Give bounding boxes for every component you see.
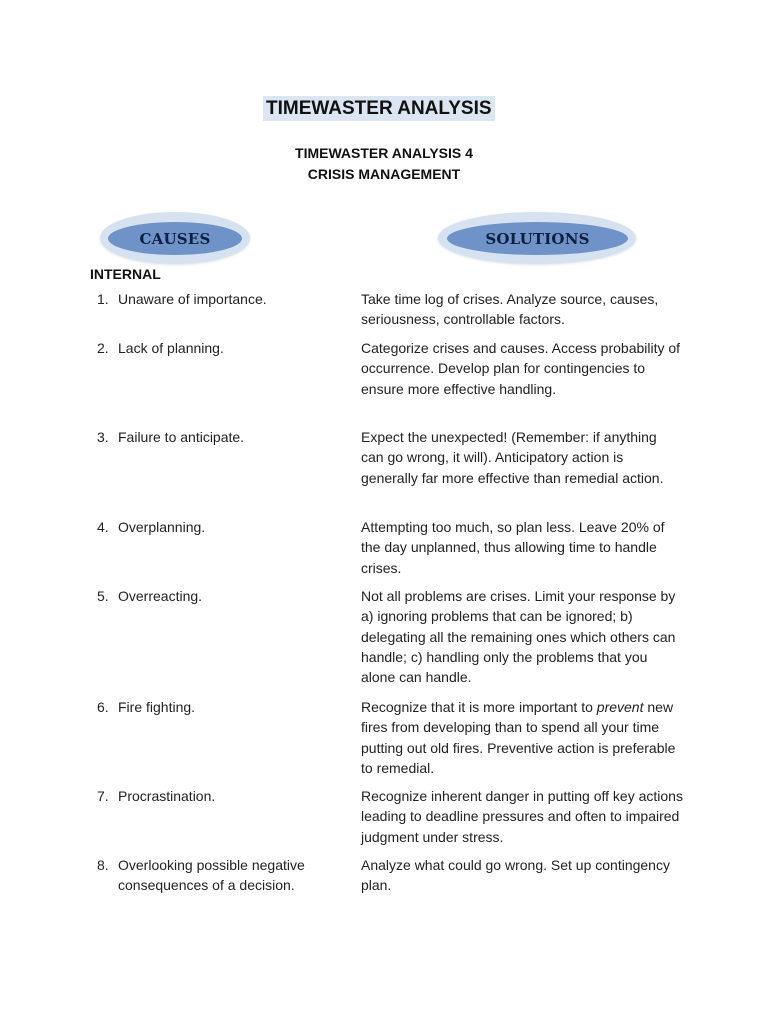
cause-cell	[97, 586, 337, 606]
cause-text: Lack of planning.	[118, 340, 224, 356]
solution-text-part: Recognize that it is more important to	[361, 699, 597, 715]
solution-emphasis: prevent	[596, 699, 644, 715]
cause-cell	[97, 289, 337, 309]
item-number: 3.	[97, 429, 109, 445]
solution-text: Attempting too much, so plan less. Leave 20% of the day unplanned, thus allowing time to handle crises.	[361, 519, 665, 576]
cause-cell	[97, 855, 337, 896]
cause-cell	[97, 697, 337, 717]
solution-text: Not all problems are crises. Limit your response by a) ignoring problems that can be ignored; b) delegating all the remaining ones which others can handle; c) handling only the problems that you alone can handle.	[361, 588, 676, 686]
item-number: 7.	[97, 788, 109, 804]
cause-text: Overreacting.	[118, 588, 203, 604]
cause-text: Failure to anticipate.	[118, 429, 245, 445]
solutions-header: SOLUTIONS	[447, 222, 628, 255]
item-number: 4.	[97, 519, 109, 535]
item-number: 8.	[97, 857, 109, 873]
cause-cell	[97, 786, 337, 806]
cause-cell	[97, 338, 337, 358]
subtitle-analysis-number: TIMEWASTER ANALYSIS 4	[295, 145, 473, 161]
cause-cell	[97, 427, 337, 447]
solution-text: Expect the unexpected! (Remember: if anything can go wrong, it will). Anticipatory action is generally far more effective than remedial action.	[361, 429, 664, 486]
cause-text: Unaware of importance.	[118, 291, 267, 307]
solution-text	[361, 697, 683, 778]
solution-text-part: new fires from developing than to spend all your time putting out old fires. Preventive action is preferable to remedial.	[361, 699, 676, 776]
subtitle-topic: CRISIS MANAGEMENT	[307, 166, 461, 182]
solution-text: Recognize inherent danger in putting off key actions leading to deadline pressures and often to impaired judgment under stress.	[361, 788, 683, 845]
cause-text: Overlooking possible negative consequences of a decision.	[118, 857, 305, 894]
document-title: TIMEWASTER ANALYSIS	[263, 96, 495, 121]
cause-text: Fire fighting.	[118, 699, 196, 715]
item-number: 6.	[97, 699, 109, 715]
cause-cell	[97, 517, 337, 537]
cause-text: Procrastination.	[118, 788, 216, 804]
item-number: 1.	[97, 291, 109, 307]
solution-text: Take time log of crises. Analyze source, causes, seriousness, controllable factors.	[361, 291, 659, 328]
item-number: 5.	[97, 588, 109, 604]
cause-text: Overplanning.	[118, 519, 206, 535]
solution-text: Categorize crises and causes. Access probability of occurrence. Develop plan for contingencies to ensure more effective handling.	[361, 340, 681, 397]
item-number: 2.	[97, 340, 109, 356]
section-label-internal: INTERNAL	[90, 266, 161, 282]
causes-header: CAUSES	[108, 222, 242, 255]
solution-text: Analyze what could go wrong. Set up contingency plan.	[361, 857, 670, 894]
